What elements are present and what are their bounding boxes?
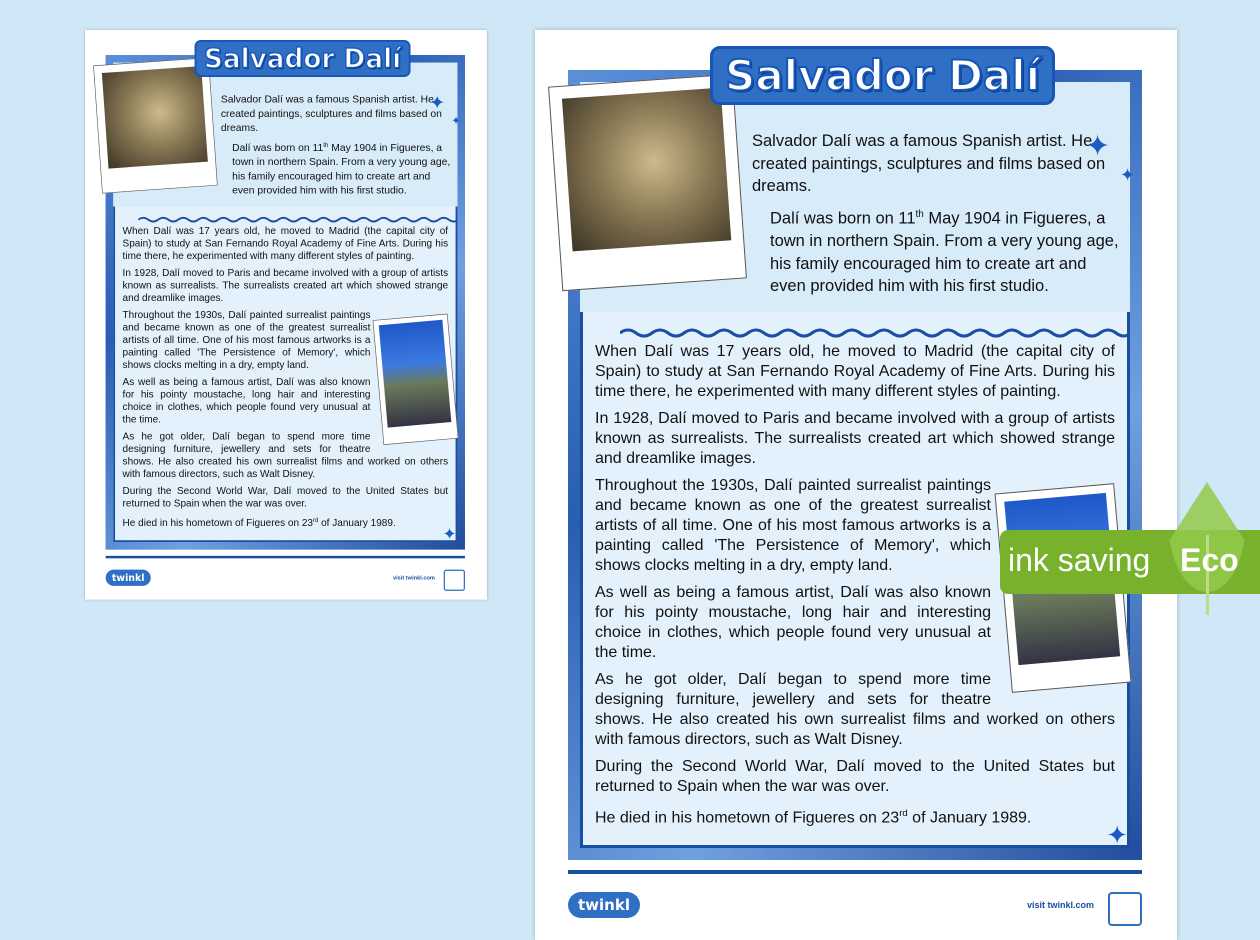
paragraph: In 1928, Dalí moved to Paris and became involved with a group of artists known as surrealists. The surrealists created art which showed strange and dreamlike images. bbox=[122, 267, 449, 304]
birth-sup: th bbox=[915, 209, 924, 220]
paragraph: As well as being a famous artist, Dalí was also known for his pointy moustache, long hair and interesting choice in clothes, which people found very unusual at the time. bbox=[122, 376, 371, 426]
sparkle-icon: ✦ bbox=[1106, 820, 1128, 850]
paragraph: When Dalí was 17 years old, he moved to Madrid (the capital city of Spain) to study at San Fernando Royal Academy of Fine Arts. During his time there, he experimented with many different styles of painting. bbox=[122, 225, 449, 262]
death-text-a: He died in his hometown of Figueres on 23 bbox=[595, 809, 900, 827]
birth-text-a: Dalí was born on 11 bbox=[232, 142, 324, 154]
sparkle-icon: ✦ bbox=[451, 114, 461, 128]
twinkl-logo: twinkl bbox=[568, 892, 640, 918]
birth-text-b: May 1904 in Figueres, a town in northern Spain. From a very young age, his family encouraged him to create art and even provided him with his first studio. bbox=[770, 209, 1119, 295]
death-sup: rd bbox=[899, 808, 908, 819]
sparkle-icon: ✦ bbox=[429, 92, 446, 114]
paragraph: Throughout the 1930s, Dalí painted surrealist paintings and became known as one of the greatest surrealist artists of all time. One of his most famous artworks is a painting called 'The Persistence of Memory', which shows clocks melting in a dry, empty land. bbox=[595, 477, 991, 574]
quality-badge-icon bbox=[1108, 892, 1142, 926]
death-sup: rd bbox=[312, 517, 319, 524]
death-text-b: of January 1989. bbox=[907, 809, 1032, 827]
page-footer bbox=[568, 870, 1142, 930]
intro-text: Salvador Dalí was a famous Spanish artist. He created paintings, sculptures and films based on dreams. bbox=[220, 93, 442, 134]
birth-text-a: Dalí was born on 11 bbox=[770, 209, 916, 228]
paragraph: As he got older, Dalí began to spend more time designing furniture, jewellery and sets for theatre shows. He also created his own surrealist films and worked on others with famous directors, such as Walt Disney. bbox=[122, 431, 449, 480]
page-title: Salvador Dalí bbox=[195, 40, 411, 77]
worksheet-preview bbox=[535, 30, 1177, 940]
page-title: Salvador Dalí bbox=[710, 46, 1055, 105]
birth-text bbox=[770, 204, 1120, 298]
sparkle-icon: ✦ bbox=[442, 524, 457, 544]
eco-label: Eco bbox=[1180, 542, 1239, 578]
visit-link[interactable]: visit twinkl.com bbox=[392, 574, 435, 581]
death-text-a: He died in his hometown of Figueres on 23 bbox=[122, 517, 313, 529]
paragraph: During the Second World War, Dalí moved to the United States but returned to Spain when the war was over. bbox=[595, 758, 1115, 795]
twinkl-logo: twinkl bbox=[106, 570, 151, 586]
dali-photo bbox=[548, 74, 747, 291]
paragraph: When Dalí was 17 years old, he moved to Madrid (the capital city of Spain) to study at San Fernando Royal Academy of Fine Arts. During his time there, he experimented with many different styles of painting. bbox=[595, 343, 1115, 400]
death-text bbox=[595, 804, 1115, 828]
paragraph: During the Second World War, Dalí moved to the United States but returned to Spain when the war was over. bbox=[122, 485, 449, 509]
wave-divider bbox=[138, 216, 457, 224]
death-text-b: of January 1989. bbox=[318, 517, 396, 529]
visit-link[interactable]: visit twinkl.com bbox=[1026, 900, 1094, 910]
intro-text: Salvador Dalí was a famous Spanish artist. He created paintings, sculptures and films based on dreams. bbox=[752, 132, 1106, 195]
worksheet-thumbnail[interactable] bbox=[85, 30, 487, 600]
photo-image bbox=[102, 66, 208, 168]
body-text bbox=[123, 225, 449, 534]
paragraph: Throughout the 1930s, Dalí painted surrealist paintings and became known as one of the greatest surrealist artists of all time. One of his most famous artworks is a painting called 'The Persistence of Memory', which shows clocks melting in a dry, empty land. bbox=[122, 309, 371, 371]
birth-sup: th bbox=[323, 142, 329, 149]
paragraph: As he got older, Dalí began to spend more time designing furniture, jewellery and sets for theatre shows. He also created his own surrealist films and worked on others with famous directors, such as Walt Disney. bbox=[595, 671, 1115, 748]
wave-divider bbox=[620, 327, 1130, 339]
dali-photo bbox=[93, 57, 217, 193]
photo-image bbox=[379, 320, 452, 428]
page-footer bbox=[106, 556, 465, 594]
sculpture-photo bbox=[373, 314, 459, 445]
death-text bbox=[123, 515, 449, 530]
sparkle-icon: ✦ bbox=[1085, 130, 1111, 163]
birth-text bbox=[232, 139, 451, 198]
paragraph: In 1928, Dalí moved to Paris and became involved with a group of artists known as surrealists. The surrealists created art which showed strange and dreamlike images. bbox=[595, 410, 1115, 467]
paragraph: As well as being a famous artist, Dalí was also known for his pointy moustache, long hair and interesting choice in clothes, which people found very unusual at the time. bbox=[595, 584, 991, 661]
photo-image bbox=[562, 88, 731, 252]
quality-badge-icon bbox=[444, 570, 465, 591]
sparkle-icon: ✦ bbox=[1120, 165, 1136, 185]
birth-text-b: May 1904 in Figueres, a town in northern Spain. From a very young age, his family encouraged him to create art and even provided him with his first studio. bbox=[232, 142, 451, 196]
ink-saving-label: ink saving bbox=[1008, 542, 1151, 578]
